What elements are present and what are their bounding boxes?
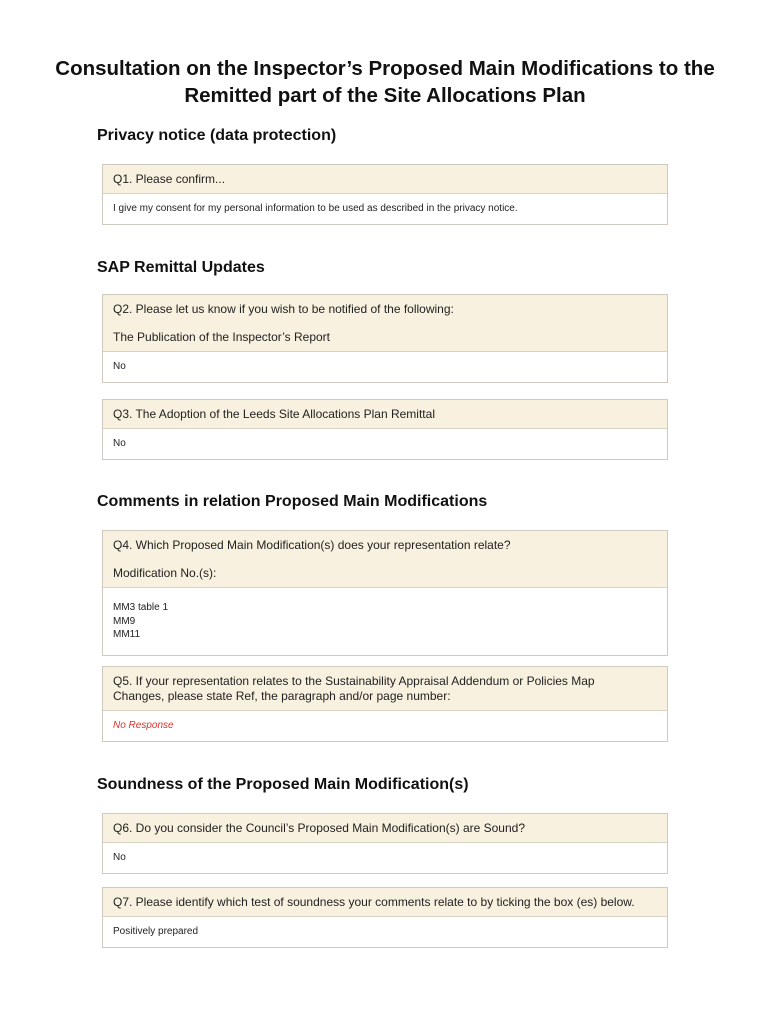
question-q6 [102, 813, 668, 874]
question-q1-answer: I give my consent for my personal information to be used as described in the privacy notice. [113, 203, 518, 214]
section-heading-comments: Comments in relation Proposed Main Modifications [97, 493, 488, 510]
question-q6-answer: No [113, 852, 126, 863]
section-heading-sap: SAP Remittal Updates [97, 259, 265, 276]
question-q4-text: Q4. Which Proposed Main Modification(s) does your representation relate? [113, 538, 511, 552]
question-q3-header: Q3. The Adoption of the Leeds Site Allocations Plan Remittal [103, 400, 667, 429]
section-heading-privacy: Privacy notice (data protection) [97, 127, 337, 144]
section-heading-soundness: Soundness of the Proposed Main Modification(s) [97, 776, 469, 793]
question-q1-header: Q1. Please confirm... [103, 165, 667, 194]
answer-line: MM9 [113, 615, 136, 627]
question-q3-answer: No [113, 438, 126, 449]
question-q2-header [103, 295, 667, 352]
document-title-line-2: Remitted part of the Site Allocations Plan [184, 84, 586, 107]
document-title [0, 55, 770, 109]
question-q6-header: Q6. Do you consider the Council’s Proposed Main Modification(s) are Sound? [103, 814, 667, 843]
question-q2 [102, 294, 668, 383]
question-q3 [102, 399, 668, 460]
question-q4 [102, 530, 668, 656]
question-q4-header [103, 531, 667, 588]
question-q7-answer: Positively prepared [113, 926, 199, 937]
question-q7-header: Q7. Please identify which test of soundness your comments relate to by ticking the box (es) below. [103, 888, 667, 917]
question-q7 [102, 887, 668, 948]
question-q1 [102, 164, 668, 225]
answer-line: MM11 [113, 629, 141, 640]
question-q2-text: Q2. Please let us know if you wish to be notified of the following: [113, 302, 454, 316]
question-q5-header: Q5. If your representation relates to the Sustainability Appraisal Addendum or Policies Map Changes, please state Ref, the paragraph and/or page number: [103, 667, 667, 711]
question-q2-answer: No [113, 361, 126, 372]
question-q2-subquestion: The Publication of the Inspector’s Report [113, 330, 331, 344]
question-q5-answer: No Response [113, 720, 174, 731]
question-q4-answer [103, 588, 667, 655]
question-q4-subquestion: Modification No.(s): [113, 566, 217, 580]
question-q5 [102, 666, 668, 742]
document-title-line-1: Consultation on the Inspector’s Proposed Main Modifications to the [55, 57, 715, 80]
answer-line: MM3 table 1 [113, 602, 169, 613]
